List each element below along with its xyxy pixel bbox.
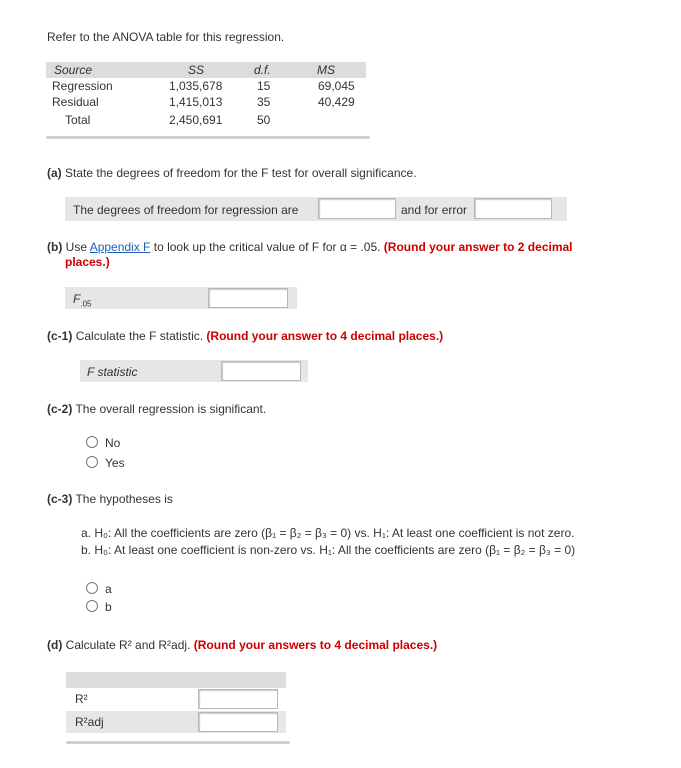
radio-no[interactable]	[86, 436, 98, 448]
part-c2-label: (c-2)	[47, 402, 73, 416]
part-c1-round-instruction: (Round your answer to 4 decimal places.)	[206, 329, 444, 343]
part-b-round-instruction: (Round your answer to 2 decimal	[383, 240, 573, 254]
radio-no-label: No	[105, 436, 121, 450]
hypothesis-a-text: a. H₀: All the coefficients are zero (β₁ = β₂ = β₃ = 0) vs. H₁: At least one coefficient is not zero.	[81, 526, 575, 540]
part-b-label: (b)	[47, 240, 63, 254]
header-ss: SS	[188, 63, 205, 77]
part-c3-question	[47, 492, 173, 506]
radio-a[interactable]	[86, 582, 98, 594]
header-source: Source	[54, 63, 93, 77]
part-d-text: Calculate R² and R²adj.	[65, 638, 191, 652]
radio-b[interactable]	[86, 600, 98, 612]
radio-b-label: b	[105, 600, 112, 614]
cell-ss: 1,035,678	[169, 79, 223, 93]
hypothesis-b-text: b. H₀: At least one coefficient is non-zero vs. H₁: All the coefficients are zero (β₁ = β₂ = β₃ = 0)	[81, 543, 576, 557]
radio-a-label: a	[105, 582, 112, 596]
part-a-question	[47, 166, 417, 180]
r2-label: R²	[75, 692, 88, 706]
cell-df: 50	[257, 113, 271, 127]
df-regression-input[interactable]	[318, 198, 396, 219]
part-b-text-use: Use	[65, 240, 88, 254]
f-letter: F	[73, 292, 81, 306]
part-b-question	[47, 239, 647, 255]
cell-df: 35	[257, 95, 271, 109]
part-c3-text: The hypotheses is	[75, 492, 173, 506]
anova-header-row	[52, 62, 372, 78]
r2-input[interactable]	[198, 689, 278, 709]
f05-label	[73, 292, 91, 308]
anova-bottom-bar	[46, 136, 370, 139]
f-critical-input[interactable]	[208, 288, 288, 308]
f-statistic-input[interactable]	[221, 361, 301, 381]
appendix-f-link[interactable]: Appendix F	[89, 240, 151, 254]
cell-ms: 40,429	[318, 95, 355, 109]
part-d-label: (d)	[47, 638, 63, 652]
intro-text: Refer to the ANOVA table for this regression.	[47, 30, 285, 44]
cell-source: Regression	[52, 79, 113, 93]
cell-ms: 69,045	[318, 79, 355, 93]
part-a-text: State the degrees of freedom for the F test for overall significance.	[65, 166, 417, 180]
part-c1-text: Calculate the F statistic.	[75, 329, 204, 343]
part-c1-question	[47, 329, 443, 343]
cell-ss: 1,415,013	[169, 95, 223, 109]
header-df: d.f.	[254, 63, 271, 77]
part-d-question	[47, 638, 437, 652]
part-a-prompt-regression: The degrees of freedom for regression are	[73, 203, 299, 217]
part-d-round-instruction: (Round your answers to 4 decimal places.)	[193, 638, 438, 652]
part-a-prompt-error: and for error	[401, 203, 468, 217]
cell-source: Total	[65, 113, 91, 127]
f-statistic-label: F statistic	[87, 365, 138, 379]
cell-df: 15	[257, 79, 271, 93]
part-c2-text: The overall regression is significant.	[75, 402, 267, 416]
radio-yes-label: Yes	[105, 456, 125, 470]
part-a-label: (a)	[47, 166, 62, 180]
r2adj-input[interactable]	[198, 712, 278, 732]
df-error-input[interactable]	[474, 198, 552, 219]
cell-ss: 2,450,691	[169, 113, 223, 127]
radio-yes[interactable]	[86, 456, 98, 468]
part-d-header-bar	[66, 672, 286, 688]
part-b-round-instruction-cont: places.)	[65, 255, 110, 269]
part-c3-label: (c-3)	[47, 492, 73, 506]
cell-source: Residual	[52, 95, 99, 109]
part-c1-label: (c-1)	[47, 329, 73, 343]
header-ms: MS	[317, 63, 335, 77]
part-b-text: to look up the critical value of F for α = .05.	[153, 240, 381, 254]
f-sub: .05	[80, 299, 92, 309]
part-c2-question	[47, 402, 266, 416]
part-d-bottom-bar	[66, 741, 290, 744]
r2adj-label: R²adj	[75, 715, 104, 729]
